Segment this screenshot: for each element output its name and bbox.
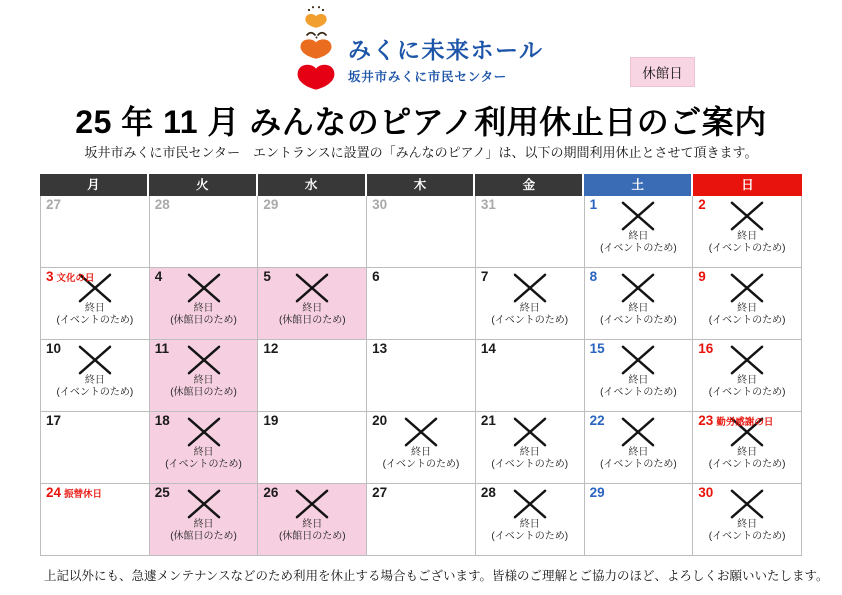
calendar-cell-30 <box>693 484 802 556</box>
closed-duration: 終日 <box>193 447 214 458</box>
closed-day-legend: 休館日 <box>630 57 695 87</box>
cell-top <box>155 414 170 429</box>
closed-mark-block <box>693 268 801 339</box>
cell-top <box>372 414 387 429</box>
holiday-label: 勤労感謝の日 <box>716 417 774 429</box>
cell-top <box>698 198 706 213</box>
calendar-cell-16 <box>693 340 802 412</box>
calendar-cell-21 <box>476 412 585 484</box>
closed-duration: 終日 <box>737 447 758 458</box>
day-number: 27 <box>372 485 388 500</box>
page-title: 25 年 11 月 みんなのピアノ利用休止日のご案内 <box>75 104 767 140</box>
closed-duration: 終日 <box>519 447 540 458</box>
logo-title: みくに未来ホール <box>348 37 544 63</box>
closed-reason: (イベントのため) <box>491 530 569 542</box>
closed-duration: 終日 <box>519 303 540 314</box>
cell-top <box>263 270 271 285</box>
x-mark-icon <box>617 344 659 376</box>
closed-reason: (休館日のため) <box>170 386 237 398</box>
calendar-cell-24 <box>41 484 150 556</box>
day-number: 29 <box>589 485 605 500</box>
cell-top <box>155 342 169 357</box>
calendar-cell-17 <box>41 412 150 484</box>
day-number: 15 <box>589 341 605 356</box>
calendar-cell-8 <box>585 268 694 340</box>
closed-duration: 終日 <box>193 519 214 530</box>
cell-top <box>46 486 102 501</box>
calendar-cell-27 <box>367 484 476 556</box>
cell-top <box>155 486 170 501</box>
x-mark-icon <box>183 344 225 376</box>
calendar-cell-28 <box>476 484 585 556</box>
x-mark-icon <box>509 416 551 448</box>
closed-duration: 終日 <box>737 519 758 530</box>
x-mark-icon <box>726 344 768 376</box>
closed-reason: (イベントのため) <box>56 386 134 398</box>
day-number: 22 <box>589 413 605 428</box>
closed-reason: (休館日のため) <box>278 314 346 326</box>
closed-reason: (イベントのため) <box>600 458 677 470</box>
closed-reason: (イベントのため) <box>491 458 569 470</box>
holiday-label: 振替休日 <box>64 489 103 501</box>
cell-top <box>372 486 387 501</box>
calendar-cell-30 <box>367 196 476 268</box>
cell-top <box>46 198 61 213</box>
calendar-cell-29 <box>585 484 694 556</box>
closed-reason: (イベントのため) <box>56 314 134 326</box>
cell-top <box>590 342 605 357</box>
closed-reason: (イベントのため) <box>708 386 786 398</box>
calendar-cell-4 <box>150 268 259 340</box>
cell-top <box>372 342 387 357</box>
closed-reason: (イベントのため) <box>382 458 460 470</box>
calendar-header-row <box>40 174 802 196</box>
day-number: 27 <box>46 197 62 212</box>
day-number: 11 <box>154 341 169 356</box>
closed-reason: (イベントのため) <box>600 242 677 254</box>
cell-top <box>590 270 598 285</box>
calendar-cell-7 <box>476 268 585 340</box>
cell-top <box>155 270 163 285</box>
calendar-cell-25 <box>150 484 259 556</box>
cell-top <box>372 198 387 213</box>
day-number: 9 <box>698 269 706 284</box>
calendar-cell-26 <box>258 484 367 556</box>
closed-mark-block <box>476 268 584 339</box>
cell-top <box>46 342 61 357</box>
x-mark-icon <box>183 272 225 304</box>
facility-logo <box>296 4 544 96</box>
cell-top <box>590 486 605 501</box>
closed-duration: 終日 <box>302 303 323 314</box>
closed-duration: 終日 <box>193 375 214 386</box>
calendar-cell-1 <box>585 196 694 268</box>
closed-duration: 終日 <box>628 375 649 386</box>
calendar-cell-10 <box>41 340 150 412</box>
calendar-cell-14 <box>476 340 585 412</box>
calendar-grid <box>40 196 802 556</box>
x-mark-icon <box>183 416 225 448</box>
day-number: 17 <box>46 413 62 428</box>
cell-top <box>698 486 713 501</box>
day-number: 21 <box>480 413 496 428</box>
cell-top <box>263 414 278 429</box>
calendar-cell-11 <box>150 340 259 412</box>
day-number: 28 <box>154 197 170 212</box>
closed-duration: 終日 <box>737 375 758 386</box>
calendar-cell-2 <box>693 196 802 268</box>
day-number: 2 <box>698 197 706 212</box>
calendar-cell-23 <box>693 412 802 484</box>
closed-duration: 終日 <box>410 447 431 458</box>
day-header-金: 金 <box>475 174 584 196</box>
closed-duration: 終日 <box>302 519 323 530</box>
calendar-cell-28 <box>150 196 259 268</box>
x-mark-icon <box>291 488 333 520</box>
day-number: 29 <box>263 197 279 212</box>
cell-top <box>698 414 773 429</box>
closed-reason: (イベントのため) <box>708 458 786 470</box>
calendar-cell-31 <box>476 196 585 268</box>
page-subtitle: 坂井市みくに市民センター エントランスに設置の「みんなのピアノ」は、以下の期間利用休止とさせて頂きます。 <box>84 145 758 160</box>
cell-top <box>263 486 278 501</box>
cell-top <box>263 342 278 357</box>
day-number: 30 <box>698 485 714 500</box>
closed-duration: 終日 <box>737 303 758 314</box>
closed-duration: 終日 <box>628 447 649 458</box>
day-header-木: 木 <box>367 174 476 196</box>
day-number: 8 <box>589 269 598 284</box>
closed-mark-block <box>693 196 801 267</box>
calendar-cell-27 <box>41 196 150 268</box>
closed-duration: 終日 <box>628 303 649 314</box>
calendar-cell-19 <box>258 412 367 484</box>
closed-reason: (イベントのため) <box>708 242 786 254</box>
x-mark-icon <box>617 272 659 304</box>
closed-reason: (イベントのため) <box>165 458 242 470</box>
day-number: 24 <box>46 485 62 500</box>
calendar-cell-15 <box>585 340 694 412</box>
calendar-cell-22 <box>585 412 694 484</box>
day-number: 19 <box>263 413 279 428</box>
cell-top <box>481 486 496 501</box>
day-number: 4 <box>154 269 163 284</box>
calendar-cell-12 <box>258 340 367 412</box>
calendar <box>40 174 802 556</box>
calendar-cell-18 <box>150 412 259 484</box>
closed-duration: 終日 <box>84 303 105 314</box>
closed-reason: (休館日のため) <box>278 530 346 542</box>
x-mark-icon <box>509 488 551 520</box>
x-mark-icon <box>617 200 659 232</box>
day-number: 6 <box>372 269 380 284</box>
cell-top <box>698 270 706 285</box>
day-header-月: 月 <box>40 174 149 196</box>
calendar-cell-5 <box>258 268 367 340</box>
day-number: 30 <box>372 197 388 212</box>
closed-duration: 終日 <box>737 231 758 242</box>
footer-note: 上記以外にも、急遽メンテナンスなどのため利用を休止する場合もございます。皆様のご理解とご協力のほど、よろしくお願いいたします。 <box>44 569 829 583</box>
day-header-日: 日 <box>693 174 802 196</box>
cell-top <box>263 198 278 213</box>
closed-mark-block <box>585 268 693 339</box>
day-number: 26 <box>263 485 279 500</box>
day-number: 7 <box>480 269 489 284</box>
closed-reason: (イベントのため) <box>708 314 786 326</box>
cell-top <box>46 270 95 285</box>
calendar-cell-6 <box>367 268 476 340</box>
x-mark-icon <box>400 416 442 448</box>
day-number: 5 <box>263 269 271 284</box>
calendar-cell-20 <box>367 412 476 484</box>
bean-mascot-icon <box>296 4 336 96</box>
day-number: 31 <box>480 197 496 212</box>
closed-reason: (休館日のため) <box>170 314 237 326</box>
closed-mark-block <box>585 196 693 267</box>
x-mark-icon <box>74 344 116 376</box>
calendar-cell-29 <box>258 196 367 268</box>
day-header-土: 土 <box>584 174 693 196</box>
day-number: 16 <box>698 341 714 356</box>
cell-top <box>590 198 598 213</box>
cell-top <box>155 198 170 213</box>
x-mark-icon <box>291 272 333 304</box>
cell-top <box>481 342 496 357</box>
x-mark-icon <box>183 488 225 520</box>
day-number: 25 <box>154 485 170 500</box>
day-number: 23 <box>698 413 714 428</box>
closed-duration: 終日 <box>628 231 649 242</box>
closed-duration: 終日 <box>193 303 214 314</box>
holiday-label: 文化の日 <box>56 273 95 285</box>
x-mark-icon <box>509 272 551 304</box>
closed-reason: (イベントのため) <box>600 386 677 398</box>
day-number: 18 <box>154 413 170 428</box>
closed-duration: 終日 <box>519 519 540 530</box>
x-mark-icon <box>726 488 768 520</box>
cell-top <box>372 270 380 285</box>
logo-text <box>348 32 544 96</box>
day-number: 12 <box>263 341 279 356</box>
cell-top <box>481 270 489 285</box>
day-number: 28 <box>480 485 496 500</box>
day-header-火: 火 <box>149 174 258 196</box>
cell-top <box>481 198 496 213</box>
closed-duration: 終日 <box>84 375 105 386</box>
x-mark-icon <box>617 416 659 448</box>
calendar-cell-9 <box>693 268 802 340</box>
closed-reason: (イベントのため) <box>708 530 786 542</box>
closed-mark-block <box>150 268 258 339</box>
closed-reason: (休館日のため) <box>170 530 237 542</box>
cell-top <box>590 414 605 429</box>
cell-top <box>481 414 496 429</box>
closed-reason: (イベントのため) <box>491 314 569 326</box>
x-mark-icon <box>726 200 768 232</box>
day-number: 14 <box>480 341 496 356</box>
cell-top <box>698 342 713 357</box>
closed-reason: (イベントのため) <box>600 314 677 326</box>
day-number: 1 <box>589 197 598 212</box>
calendar-cell-13 <box>367 340 476 412</box>
closed-mark-block <box>258 268 366 339</box>
x-mark-icon <box>726 272 768 304</box>
cell-top <box>46 414 61 429</box>
day-number: 20 <box>372 413 388 428</box>
day-number: 13 <box>372 341 388 356</box>
day-number: 3 <box>46 269 54 284</box>
calendar-cell-3 <box>41 268 150 340</box>
day-header-水: 水 <box>258 174 367 196</box>
day-number: 10 <box>46 341 62 356</box>
logo-subtitle: 坂井市みくに市民センター <box>348 70 508 84</box>
